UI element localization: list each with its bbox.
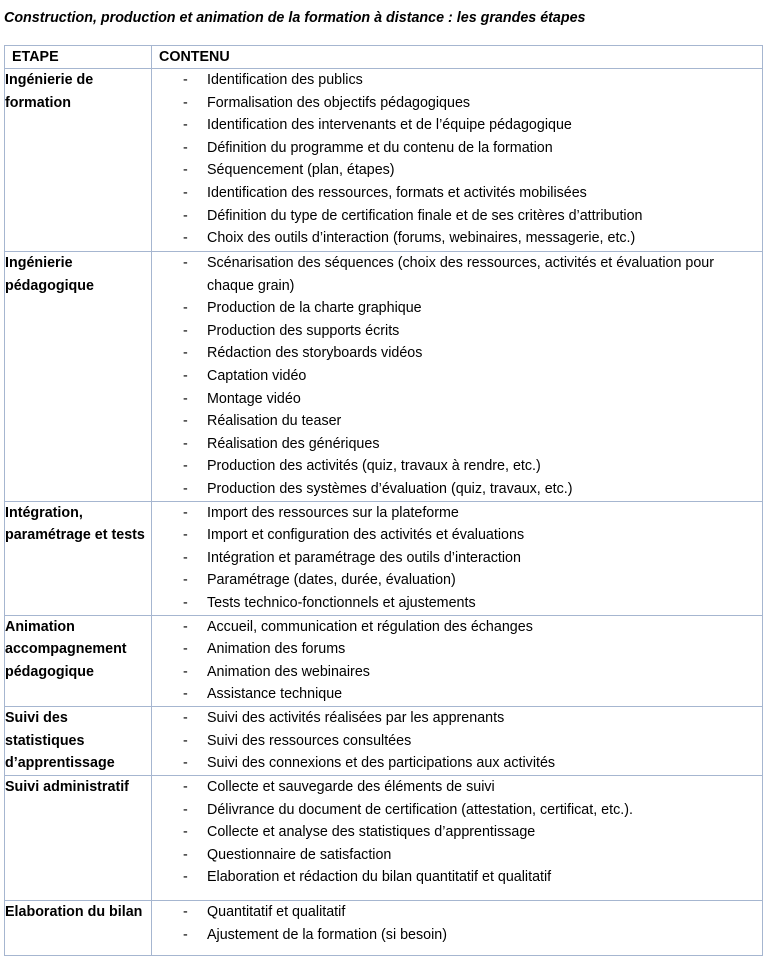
list-item [183,592,756,615]
content-cell [152,901,763,956]
list-item-text: Choix des outils d’interaction (forums, webinaires, messagerie, etc.) [207,230,636,247]
list-item-text: Réalisation des génériques [207,435,380,452]
list-item [183,342,756,365]
content-cell [152,69,763,252]
table-row [5,69,763,252]
dash-bullet: - [183,926,188,943]
list-item-text: Suivi des activités réalisées par les apprenants [207,709,505,726]
stage-cell: Elaboration du bilan [5,901,152,956]
document-title: Construction, production et animation de la formation à distance : les grandes étapes [4,10,586,26]
content-list [152,502,762,615]
list-item-text: Accueil, communication et régulation des échanges [207,618,533,635]
list-item-text: Quantitatif et qualitatif [207,904,346,921]
header-contenu: CONTENU [152,46,763,69]
list-item [183,92,756,115]
list-item [183,433,756,456]
stage-cell: Ingénierie de formation [5,69,152,252]
list-item-text: Identification des publics [207,72,363,88]
dash-bullet: - [183,801,188,818]
list-item [183,524,756,547]
stage-cell: Intégration, paramétrage et tests [5,501,152,615]
dash-bullet: - [183,641,188,658]
list-item [183,844,756,867]
list-item-text: Production de la charte graphique [207,300,422,317]
list-item [183,114,756,137]
content-cell [152,252,763,502]
dash-bullet: - [183,572,188,589]
content-cell [152,615,763,706]
dash-bullet: - [183,824,188,841]
list-item-text: Rédaction des storyboards vidéos [207,345,423,362]
list-item [183,205,756,228]
dash-bullet: - [183,184,188,201]
dash-bullet: - [183,207,188,224]
list-item [183,569,756,592]
list-item-text: Définition du type de certification finale et de ses critères d’attribution [207,207,643,224]
dash-bullet: - [183,869,188,886]
dash-bullet: - [183,686,188,703]
dash-bullet: - [183,480,188,497]
list-item [183,478,756,501]
dash-bullet: - [183,846,188,863]
list-item-text: Intégration et paramétrage des outils d’interaction [207,549,521,566]
list-item [183,502,756,525]
list-item [183,227,756,250]
dash-bullet: - [183,732,188,749]
list-item-text: Séquencement (plan, étapes) [207,162,395,179]
dash-bullet: - [183,139,188,156]
dash-bullet: - [183,413,188,430]
list-item [183,730,756,753]
list-item [183,683,756,706]
dash-bullet: - [183,904,188,921]
list-item-text: Production des supports écrits [207,322,400,339]
list-item-text: Tests technico-fonctionnels et ajustements [207,594,476,611]
list-item [183,547,756,570]
content-list [152,776,762,889]
list-item-text: Ajustement de la formation (si besoin) [207,926,447,943]
table-row [5,615,763,706]
list-item-text: Réalisation du teaser [207,413,342,430]
stage-cell: Ingénierie pédagogique [5,252,152,502]
list-item [183,821,756,844]
list-item-text: Animation des forums [207,641,346,658]
header-etape: ETAPE [5,46,152,69]
list-item [183,616,756,639]
dash-bullet: - [183,549,188,566]
list-item-text: Production des activités (quiz, travaux à rendre, etc.) [207,458,541,475]
list-item [183,182,756,205]
list-item [183,320,756,343]
list-item-text: Identification des ressources, formats et activités mobilisées [207,184,587,201]
list-item [183,365,756,388]
dash-bullet: - [183,230,188,247]
list-item [183,752,756,775]
list-item [183,638,756,661]
table-row [5,901,763,956]
list-item [183,661,756,684]
list-item-text: Production des systèmes d’évaluation (quiz, travaux, etc.) [207,480,573,497]
dash-bullet: - [183,300,188,317]
dash-bullet: - [183,709,188,726]
stage-cell: Animation accompagnement pédagogique [5,615,152,706]
list-item-text: Animation des webinaires [207,663,370,680]
table-row [5,776,763,901]
dash-bullet: - [183,755,188,772]
content-list [152,69,762,250]
stage-cell: Suivi des statistiques d’apprentissage [5,706,152,775]
table-row [5,501,763,615]
list-item-text: Formalisation des objectifs pédagogiques [207,94,471,111]
list-item [183,901,756,924]
list-item-text: Elaboration et rédaction du bilan quantitatif et qualitatif [207,869,552,886]
list-item [183,159,756,182]
list-item-text: Identification des intervenants et de l’équipe pédagogique [207,117,572,134]
dash-bullet: - [183,345,188,362]
dash-bullet: - [183,458,188,475]
content-list [152,616,762,706]
list-item [183,455,756,478]
list-item [183,297,756,320]
dash-bullet: - [183,504,188,521]
dash-bullet: - [183,322,188,339]
content-list [152,252,762,501]
list-item [183,252,756,297]
dash-bullet: - [183,117,188,134]
list-item [183,410,756,433]
list-item-text: Définition du programme et du contenu de la formation [207,139,553,156]
dash-bullet: - [183,435,188,452]
list-item-text: Import et configuration des activités et évaluations [207,527,525,544]
list-item-text: Captation vidéo [207,367,307,384]
table-header-row [5,46,763,69]
list-item-text: Suivi des ressources consultées [207,732,412,749]
table-row [5,706,763,775]
content-list [152,707,762,775]
dash-bullet: - [183,162,188,179]
list-item [183,924,756,947]
dash-bullet: - [183,779,188,796]
list-item-text: Collecte et sauvegarde des éléments de suivi [207,779,495,796]
list-item-text: Assistance technique [207,686,343,703]
stage-cell: Suivi administratif [5,776,152,901]
list-item-text: Collecte et analyse des statistiques d’apprentissage [207,824,536,841]
list-item [183,707,756,730]
list-item [183,388,756,411]
steps-table [4,45,763,956]
list-item [183,866,756,889]
list-item-text: Délivrance du document de certification (attestation, certificat, etc.). [207,801,633,818]
list-item [183,137,756,160]
table-row [5,252,763,502]
content-cell [152,501,763,615]
list-item [183,776,756,799]
list-item-text: Scénarisation des séquences (choix des ressources, activités et évaluation pour chaque grain) [207,255,715,294]
content-cell [152,706,763,775]
list-item-text: Suivi des connexions et des participations aux activités [207,755,556,772]
dash-bullet: - [183,72,188,88]
list-item-text: Paramétrage (dates, durée, évaluation) [207,572,456,589]
dash-bullet: - [183,618,188,635]
dash-bullet: - [183,94,188,111]
list-item [183,799,756,822]
dash-bullet: - [183,367,188,384]
content-list [152,901,762,946]
list-item-text: Import des ressources sur la plateforme [207,504,459,521]
dash-bullet: - [183,594,188,611]
dash-bullet: - [183,663,188,680]
dash-bullet: - [183,390,188,407]
dash-bullet: - [183,527,188,544]
dash-bullet: - [183,255,188,271]
list-item-text: Questionnaire de satisfaction [207,846,392,863]
list-item [183,69,756,92]
content-cell [152,776,763,901]
list-item-text: Montage vidéo [207,390,301,407]
